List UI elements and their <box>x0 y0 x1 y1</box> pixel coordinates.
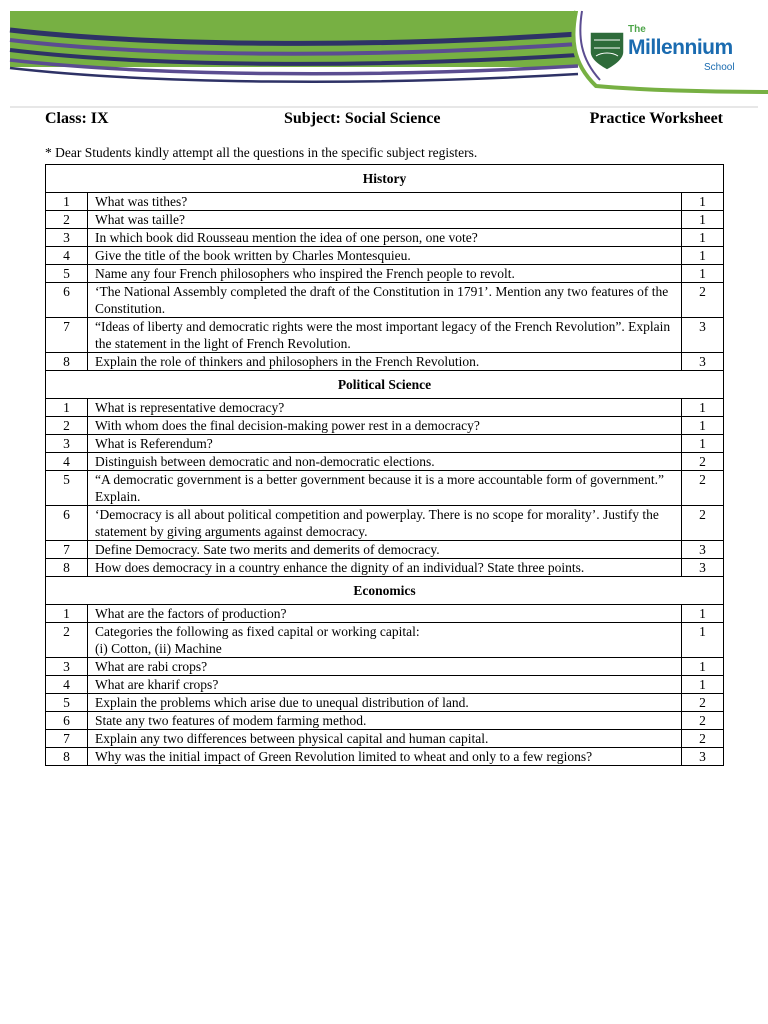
question-row <box>46 283 724 318</box>
worksheet-header <box>45 110 723 132</box>
section-title: History <box>46 165 724 193</box>
question-number: 6 <box>46 712 88 730</box>
question-marks: 1 <box>682 247 724 265</box>
question-marks: 2 <box>682 506 724 541</box>
class-label: Class: IX <box>45 110 109 127</box>
question-number: 8 <box>46 559 88 577</box>
question-row <box>46 229 724 247</box>
question-number: 4 <box>46 676 88 694</box>
question-marks: 1 <box>682 265 724 283</box>
question-text: ‘Democracy is all about political competition and powerplay. There is no scope for morality’. Justify the statement by giving arguments against democracy. <box>88 506 682 541</box>
question-marks: 1 <box>682 211 724 229</box>
question-number: 5 <box>46 471 88 506</box>
question-text: Distinguish between democratic and non-democratic elections. <box>88 453 682 471</box>
question-row <box>46 541 724 559</box>
question-number: 4 <box>46 453 88 471</box>
question-marks: 2 <box>682 283 724 318</box>
question-text: What was taille? <box>88 211 682 229</box>
question-marks: 1 <box>682 658 724 676</box>
question-row <box>46 471 724 506</box>
question-text: State any two features of modem farming method. <box>88 712 682 730</box>
question-text: What are the factors of production? <box>88 605 682 623</box>
question-row <box>46 247 724 265</box>
question-row <box>46 694 724 712</box>
question-number: 8 <box>46 353 88 371</box>
question-text: “A democratic government is a better government because it is a more accountable form of government.” Explain. <box>88 471 682 506</box>
section-header-row <box>46 165 724 193</box>
question-text: What is Referendum? <box>88 435 682 453</box>
question-text: What was tithes? <box>88 193 682 211</box>
question-marks: 3 <box>682 541 724 559</box>
question-marks: 2 <box>682 712 724 730</box>
question-number: 6 <box>46 506 88 541</box>
question-number: 8 <box>46 748 88 766</box>
question-text: What are kharif crops? <box>88 676 682 694</box>
question-number: 2 <box>46 211 88 229</box>
question-number: 1 <box>46 193 88 211</box>
question-number: 5 <box>46 694 88 712</box>
question-text: Why was the initial impact of Green Revolution limited to wheat and only to a few regions? <box>88 748 682 766</box>
question-number: 2 <box>46 417 88 435</box>
questions-table <box>45 164 724 766</box>
question-number: 7 <box>46 730 88 748</box>
question-text: Name any four French philosophers who inspired the French people to revolt. <box>88 265 682 283</box>
question-marks: 1 <box>682 605 724 623</box>
question-marks: 1 <box>682 435 724 453</box>
question-marks: 3 <box>682 318 724 353</box>
question-row <box>46 417 724 435</box>
question-text: In which book did Rousseau mention the idea of one person, one vote? <box>88 229 682 247</box>
question-text: Explain the problems which arise due to unequal distribution of land. <box>88 694 682 712</box>
question-marks: 3 <box>682 353 724 371</box>
question-row <box>46 435 724 453</box>
section-header-row <box>46 577 724 605</box>
question-marks: 3 <box>682 748 724 766</box>
question-number: 6 <box>46 283 88 318</box>
question-row <box>46 193 724 211</box>
question-row <box>46 399 724 417</box>
question-text: What is representative democracy? <box>88 399 682 417</box>
question-text: What are rabi crops? <box>88 658 682 676</box>
question-number: 2 <box>46 623 88 658</box>
question-row <box>46 730 724 748</box>
question-text: ‘The National Assembly completed the draft of the Constitution in 1791’. Mention any two features of the Constitution. <box>88 283 682 318</box>
question-number: 3 <box>46 229 88 247</box>
question-text: Explain the role of thinkers and philosophers in the French Revolution. <box>88 353 682 371</box>
question-number: 1 <box>46 605 88 623</box>
question-number: 7 <box>46 541 88 559</box>
question-row <box>46 605 724 623</box>
question-row <box>46 712 724 730</box>
question-row <box>46 453 724 471</box>
question-marks: 2 <box>682 694 724 712</box>
question-number: 5 <box>46 265 88 283</box>
question-row <box>46 623 724 658</box>
question-row <box>46 318 724 353</box>
worksheet-label: Practice Worksheet <box>589 110 723 127</box>
question-marks: 2 <box>682 453 724 471</box>
question-number: 1 <box>46 399 88 417</box>
question-marks: 1 <box>682 193 724 211</box>
section-title: Political Science <box>46 371 724 399</box>
question-marks: 1 <box>682 623 724 658</box>
question-number: 3 <box>46 435 88 453</box>
question-text: How does democracy in a country enhance the dignity of an individual? State three points. <box>88 559 682 577</box>
logo-school: School <box>704 62 735 73</box>
question-text: Explain any two differences between physical capital and human capital. <box>88 730 682 748</box>
question-text: Categories the following as fixed capital or working capital: (i) Cotton, (ii) Machine <box>88 623 682 658</box>
question-row <box>46 353 724 371</box>
question-row <box>46 676 724 694</box>
question-number: 4 <box>46 247 88 265</box>
question-marks: 1 <box>682 399 724 417</box>
question-marks: 1 <box>682 676 724 694</box>
question-number: 7 <box>46 318 88 353</box>
question-row <box>46 211 724 229</box>
question-marks: 3 <box>682 559 724 577</box>
logo-name: Millennium <box>628 36 733 59</box>
question-text: Give the title of the book written by Charles Montesquieu. <box>88 247 682 265</box>
question-row <box>46 748 724 766</box>
question-marks: 1 <box>682 417 724 435</box>
question-marks: 1 <box>682 229 724 247</box>
section-header-row <box>46 371 724 399</box>
question-text: “Ideas of liberty and democratic rights were the most important legacy of the French Revolution”. Explain the statement in the light of French Revolution. <box>88 318 682 353</box>
question-text: Define Democracy. Sate two merits and demerits of democracy. <box>88 541 682 559</box>
subject-label: Subject: Social Science <box>284 110 441 127</box>
instructions-note: * Dear Students kindly attempt all the questions in the specific subject registers. <box>45 145 478 160</box>
question-marks: 2 <box>682 471 724 506</box>
section-title: Economics <box>46 577 724 605</box>
logo-the: The <box>628 24 646 35</box>
question-row <box>46 506 724 541</box>
question-row <box>46 658 724 676</box>
question-marks: 2 <box>682 730 724 748</box>
question-text: With whom does the final decision-making power rest in a democracy? <box>88 417 682 435</box>
question-row <box>46 265 724 283</box>
question-number: 3 <box>46 658 88 676</box>
question-row <box>46 559 724 577</box>
